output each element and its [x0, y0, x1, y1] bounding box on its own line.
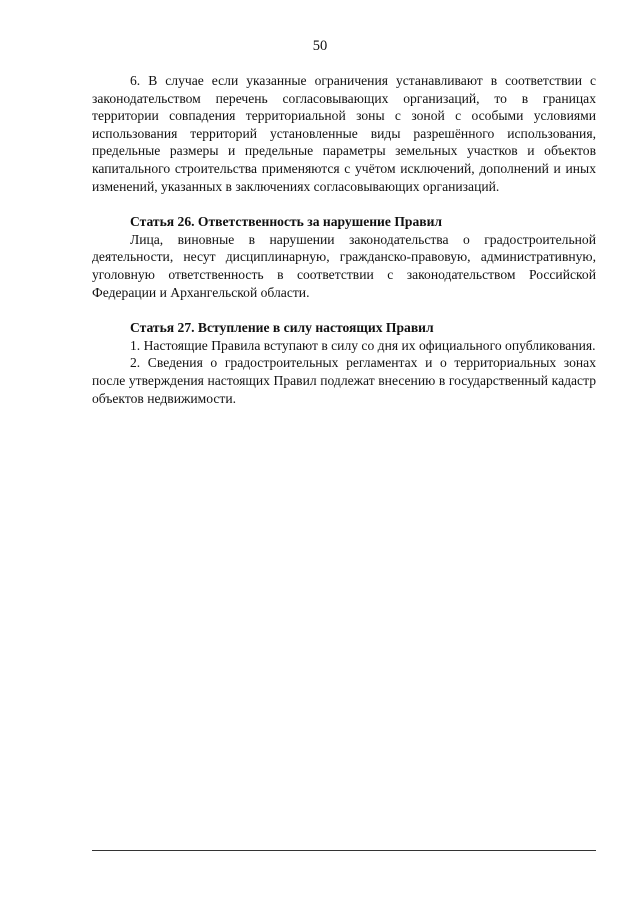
- article-27-heading: Статья 27. Вступление в силу настоящих Правил: [130, 320, 434, 336]
- spacer: [92, 195, 596, 213]
- page-number: 50: [312, 38, 328, 54]
- document-body: [92, 72, 596, 407]
- spacer: [92, 301, 596, 319]
- article-27-item-2: 2. Сведения о градостроительных регламентах и о территориальных зонах после утверждения настоящих Правил подлежат внесению в государственный кадастр объектов недвижимости.: [92, 355, 596, 406]
- paragraph-restrictions: 6. В случае если указанные ограничения устанавливают в соответствии с законодательством перечень согласовывающих организаций, то в границах территории совпадения территориальной зоны с зоной с особыми условиями использования территорий установленные виды разрешённого использования, предельные размеры и предельные параметры земельных участков и объектов капитального строительства применяются с учётом исключений, дополнений и иных изменений, указанных в заключениях согласовывающих организаций.: [92, 73, 596, 194]
- article-26-heading: Статья 26. Ответственность за нарушение Правил: [130, 214, 443, 230]
- article-27-item-1: 1. Настоящие Правила вступают в силу со дня их официального опубликования.: [130, 337, 596, 353]
- footer-divider: [92, 850, 596, 851]
- article-26-text: Лица, виновные в нарушении законодательства о градостроительной деятельности, несут дисциплинарную, гражданско-правовую, административную, уголовную ответственность в соответствии с законодательством Российской Федерации и Архангельской области.: [92, 231, 596, 300]
